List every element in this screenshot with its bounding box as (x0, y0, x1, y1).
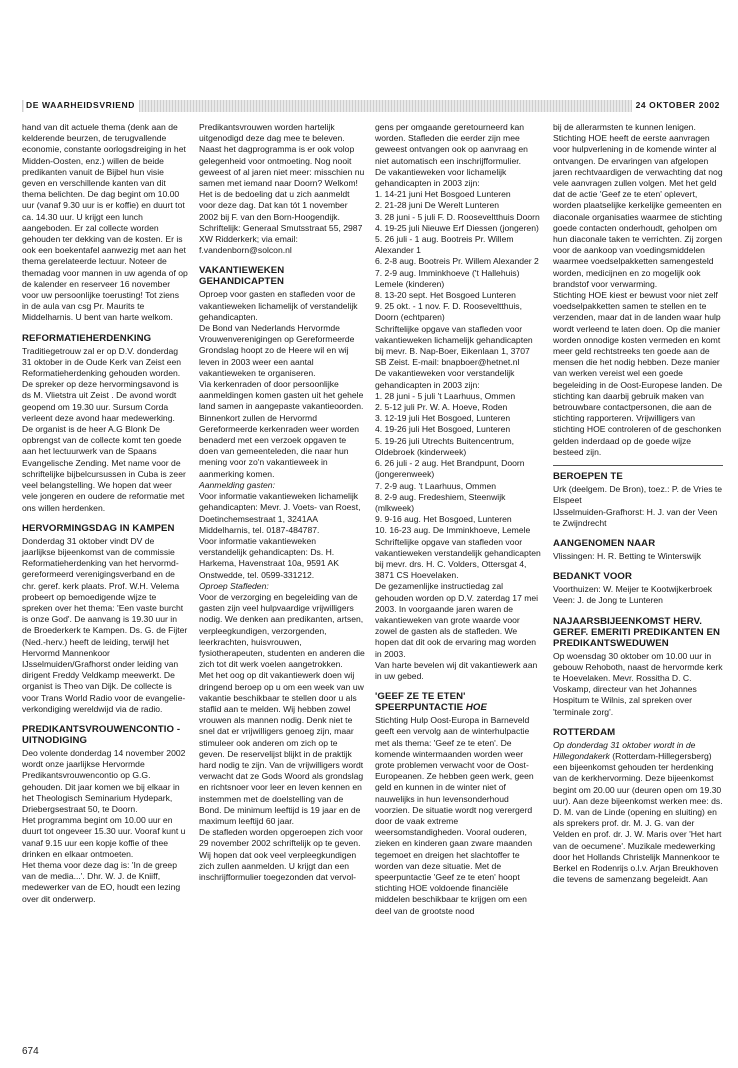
paragraph: Het thema voor deze dag is: 'In de greep van de media...'. Dhr. W. J. de Kniiff, medewerker van de EO, houdt een lezing over dit onderwerp. (22, 859, 181, 904)
paragraph-text: (Rotterdam-Hillegersberg) een bijeenkomst gehouden ter herdenking van de kerkhervorming. Deze bijeenkomst begint om 20.00 uur (deuren open om 19.30 uur). Aan deze bijeenkomst werken mee: ds. D. M. van de Linde (opening en sluiting) en als sprekers prof. dr. M. J. G. van der Velden en prof. dr. J. W. Maris over 'Het hart van de oecumene'. Muzikale medewerking door het Hollands Christelijk Mannenkoor te Berkel en Rodenrijs o.l.v. Arjan Breukhoven die tevens de samenzang begeleidt. Aan (553, 750, 723, 885)
column-2 (199, 122, 365, 883)
paragraph: Vlissingen: H. R. Betting te Winterswijk (553, 550, 702, 561)
list-item: 8. 2-9 aug. Fredeshiem, Steenwijk (mlkweek) (375, 491, 506, 513)
paragraph: Met het oog op dit vakantiewerk doen wij dringend beroep op u om een week van uw vakantie beschikbaar te stellen door u als staflid aan te melden. Wij hebben zowel vrouwen als mannen nodig. Denk niet te snel dat er vrijwilligers genoeg zijn, maar stimuleer ook anderen om zich op te geven. De reservelijst blijkt in de praktijk hard nodig te zijn. Van de vrijwilligers wordt verwacht dat ze Gods Woord als grondslag en richtsnoer voor leer en leven kennen en instemmen met de doelstelling van de Bond. De minimum leeftijd is 19 jaar en de maximum leeftijd 60 jaar. (199, 670, 364, 826)
paragraph: Stichting HOE heeft de eerste aanvragen voor hulpverlening in de komende winter al ontvangen. De ervaringen van afgelopen jaren rechtvaardigen de verwachting dat nog vele aanvragen zullen volgen. Met het geld dat de actie 'Geef ze te eten' oplevert, worden plaatselijke kerkelijke gemeenten en diaconale organisaties waarmee de stichting goede contacten onderhoudt, geholpen om hun diaconale taken te verrichten. Zij zorgen voor de aankoop van voedingsmiddelen waarmee voedselpakketten samengesteld worden, medicijnen en zo mogelijk ook brandstof voor verwarming. (553, 133, 723, 289)
list-item: 3. 12-19 juli Het Bosgoed, Lunteren (375, 413, 511, 424)
paragraph: Urk (deelgem. De Bron), toez.: P. de Vries te Elspeet (553, 484, 723, 506)
column-4 (553, 122, 723, 885)
column-3 (375, 122, 541, 917)
list-item: 6. 2-8 aug. Bootreis Pr. Willem Alexander 2 (375, 256, 539, 267)
publication-title: DE WAARHEIDSVRIEND (24, 99, 139, 112)
heading-hoe: HOE (465, 702, 487, 714)
paragraph: Op woensdag 30 oktober om 10.00 uur in gebouw Rehoboth, naast de hervormde kerk te Hoevelaken. Mevr. Rossitha D. C. Voskamp, directeur van het Johannes Hospitum te Wilnis, zal spreken over 'terminale zorg'. (553, 650, 723, 717)
heading-reformatieherdenking: REFORMATIEHERDENKING (22, 332, 152, 344)
subheading-aanmelding-gasten: Aanmelding gasten: (199, 479, 275, 490)
paragraph: Voor de verzorging en begeleiding van de gasten zijn veel hulpvaardige vrijwilligers nodig. We denken aan predikanten, artsen, verpleegkundigen, verzorgenden, leerkrachten, huisvrouwen, fysiotherapeuten, studenten en anderen die zich tot dit werk voelen aangetrokken. (199, 591, 365, 670)
paragraph: Voor informatie vakantieweken lichamelijk gehandicapten: Mevr. J. Voets- van Roest, Doetinchemsestraat 1, 3241AA Middelharnis, tel. 0187-484787. (199, 491, 361, 535)
paragraph: Donderdag 31 oktober vindt DV de jaarlijkse bijeenkomst van de commissie Reformatieherdenking van het hervormd-gereformeerd verenigingsverband en de chr. geref. kerk plaats. Prof. W.H. Velema probeert op bemoedigende wijze te spreken over het thema: 'Een vaste burcht is onze God'. De aanvang is 19.30 uur in de Broederkerk te Kampen. Ds. G. de Fijter (Ned.-herv.) heeft de leiding, terwijl het Hervormd Mannenkoor IJsselmuiden/Grafhorst onder leiding van dirigent Freddy Veldkamp meewerkt. De organist is Theo van Dijk. De collecte is voor Trans World Radio voor de evangelie-verkondiging wereldwijd via de radio. (22, 535, 188, 714)
list-item: 2. 21-28 juni De Werelt Lunteren (375, 200, 500, 211)
paragraph: Traditiegetrouw zal er op D.V. donderdag 31 oktober in de Oude Kerk van Zeist een Reformatieherdenking gehouden worden. De spreker op deze hervormingsavond is ds M. Vlietstra uit Zeist . De avond wordt geopend om 19.30 uur. Sursum Corda verleent deze avond haar medewerking. De organist is de heer A.G Blonk De opbrengst van de collecte komt ten goede aan het lectuurwerk van de Spaans Evangelische Zending. Met name voor de schriftelijke bijbelcursussen in Cuba is zeer veel belangstelling. We hopen dat weer vele jongeren en oudere de reformatie met ons willen herdenken. (22, 345, 186, 513)
paragraph: Voorthuizen: W. Meijer te Kootwijkerbroek (553, 584, 713, 595)
heading-beroepen-te: BEROEPEN TE (553, 471, 623, 483)
paragraph: Stichting Hulp Oost-Europa in Barneveld geeft een vervolg aan de winterhulpactie met als thema: 'Geef ze te eten'. De komende wintermaanden worden weer grote problemen verwacht voor de Oost-Europeanen. Ze hebben geen werk, geen geld en kunnen in de winter niet of nauwelijks in hun levensonderhoud voorzien. De situatie wordt nog verergerd door de vaak extreme weersomstandigheden. Vooral ouderen, zieken en kinderen gaan zware maanden tegemoet en dreigen het slachtoffer te worden van deze situatie. Met de speerpuntactie 'Geef ze te eten' hoopt stichting HOE voldoende financiële middelen beschikbaar te krijgen om een deel van de grootste nood (375, 715, 534, 916)
paragraph: Veen: J. de Jong te Lunteren (553, 595, 663, 606)
list-item: 1. 28 juni - 5 juli 't Laarhuus, Ommen (375, 390, 516, 401)
paragraph: gens per omgaande geretourneerd kan worden. Stafleden die eerder zijn mee geweest ontvangen ook op aanvraag en niet automatisch een inschrijfformulier. (375, 122, 528, 166)
italic-lead: Op donderdag 31 oktober wordt in de Hillegondakerk (553, 739, 696, 761)
heading-line-1: 'GEEF ZE TE ETEN' (375, 691, 466, 703)
paragraph: IJsselmuiden-Grafhorst: H. J. van der Veen te Zwijndrecht (553, 506, 718, 528)
heading-line-2: SPEERPUNTACTIE (375, 702, 464, 714)
list-item: 10. 16-23 aug. De Imminkhoeve, Lemele (375, 525, 531, 536)
list-item: 9. 9-16 aug. Het Bosgoed, Lunteren (375, 514, 512, 525)
paragraph: Van harte bevelen wij dit vakantiewerk aan in uw gebed. (375, 659, 538, 681)
heading-hervormingsdag-kampen: HERVORMINGSDAG IN KAMPEN (22, 522, 175, 534)
paragraph: Deo volente donderdag 14 november 2002 wordt onze jaarlijkse Hervormde Predikantsvrouwencontio op G.G. gehouden. Dit jaar komen we bij elkaar in het Theologisch Seminarium Hydepark, Driebergsestraat 50, te Doorn. (22, 747, 186, 814)
list-item: 7. 2-9 aug. 't Laarhuus, Ommen (375, 480, 497, 491)
heading-rotterdam: ROTTERDAM (553, 726, 616, 738)
paragraph: Het programma begint om 10.00 uur en duurt tot ongeveer 15.30 uur. Vooraf kunt u vanaf 9.15 uur een kopje koffie of thee drinken en elkaar ontmoeten. (22, 815, 186, 859)
list-item: 8. 13-20 sept. Het Bosgoed Lunteren (375, 290, 516, 301)
subheading-oproep-stafleden: Oproep Stafleden: (199, 580, 269, 591)
heading-najaarsbijeenkomst: NAJAARSBIJEENKOMST HERV. GEREF. EMERITI PREDIKANTEN EN PREDIKANTSWEDUWEN (553, 615, 721, 649)
list-item: 4. 19-26 juli Het Bosgoed, Lunteren (375, 424, 511, 435)
paragraph: De gezamenlijke instructiedag zal gehouden worden op D.V. zaterdag 17 mei 2003. In voorgaande jaren waren de vakantieweken van grote waarde voor zowel de gasten als de stafleden. We hopen dat dit ook de ervaring mag worden in 2003. (375, 581, 539, 659)
paragraph: Voor informatie vakantieweken verstandelijk gehandicapten: Ds. H. Harkema, Havenstraat 10a, 9591 AK Onstwedde, tel. 0599-331212. (199, 535, 339, 580)
list-item: 6. 26 juli - 2 aug. Het Brandpunt, Doorn (jongerenweek) (375, 458, 525, 480)
list-item: 5. 26 juli - 1 aug. Bootreis Pr. Willem Alexander 1 (375, 234, 514, 256)
paragraph: Predikantsvrouwen worden hartelijk uitgenodigd deze dag mee te beleven. Naast het dagprogramma is er ook volop gelegenheid voor ontmoeting. Nog nooit geweest of al jaren niet meer: misschien nu samen met iemand naar Doorn? Welkom! (199, 122, 365, 189)
paragraph: hand van dit actuele thema (denk aan de kelderende beurzen, de terugvallende economie, constante oorlogsdreiging in het Midden-Oosten, enz.) willen de beide predikanten vanuit de Bijbel hun visie geven en verschillende kanten van dit thema belichten. De dag begint om 10.00 uur (vanaf 9.30 uur is er koffie) en duurt tot ca. 14.30 uur. U krijgt een lunch aangeboden. Er zal collecte worden gehouden ter dekking van de kosten. Er is ook een boekentafel aanwezig met aan het thema gerelateerde lectuur. Noteer de themadag voor mannen in uw agenda of op de kalender en reserveer 16 november voor uw persoonlijke toerusting! Tot ziens in de aula van csg Pr. Maurits te Middelharnis. U bent van harte welkom. (22, 122, 188, 323)
paragraph: Schriftelijke opgave van stafleden voor vakantieweken lichamelijk gehandicapten bij mevr. B. Nap-Boer, Eikenlaan 1, 3707 SB Zeist. E-mail: bnapboer@hetnet.nl (375, 323, 533, 368)
heading-geef-ze-te-eten (375, 691, 541, 713)
page-number: 674 (22, 1046, 39, 1057)
paragraph: Het is de bedoeling dat u zich aanmeldt voor deze dag. Dat kan tót 1 november 2002 bij F. van den Born-Hoogendijk. (199, 189, 350, 222)
list-item: 9. 25 okt. - 1 nov. F. D. Rooseveltthuis, Doorn (echtparen) (375, 301, 522, 323)
heading-predikantsvrouwencontio: PREDIKANTSVROUWENCONTIO - UITNODIGING (22, 723, 181, 746)
heading-vakantieweken: VAKANTIEWEKEN GEHANDICAPTEN (199, 265, 285, 288)
paragraph: De vakantieweken voor lichamelijk gehandicapten in 2003 zijn: (375, 166, 507, 189)
list-item: 4. 19-25 juli Nieuwe Erf Diessen (jongeren) (375, 222, 539, 233)
divider (553, 465, 723, 466)
list-item: 3. 28 juni - 5 juli F. D. Rooseveltthuis Doorn (375, 211, 540, 222)
list-item: 7. 2-9 aug. Imminkhoeve ('t Hallehuis) Lemele (kinderen) (375, 267, 520, 289)
paragraph: Oproep voor gasten en stafleden voor de vakantieweken lichamelijk of verstandelijk gehandicapten. (199, 289, 358, 322)
list-item: 5. 19-26 juli Utrechts Buitencentrum, Oldebroek (kinderweek) (375, 435, 514, 457)
column-1 (22, 122, 188, 905)
heading-bedankt-voor: BEDANKT VOOR (553, 571, 633, 583)
heading-aangenomen-naar: AANGENOMEN NAAR (553, 537, 656, 549)
paragraph (553, 740, 723, 886)
paragraph: bij de allerarmsten te kunnen lenigen. (553, 122, 696, 132)
issue-date: 24 OKTOBER 2002 (632, 99, 722, 112)
paragraph: De Bond van Nederlands Hervormde Vrouwenverenigingen op Gereformeerde Grondslag hoopt zo de Heere wil en wij leven in 2003 weer een aantal vakantieweken te organiseren. (199, 323, 355, 378)
paragraph: De stafleden worden opgeroepen zich voor 29 november 2002 schriftelijk op te geven. Wij hopen dat ook veel verpleegkundigen zich zullen aanmelden. U krijgt dan een inschrijfformulier toegezonden dat vervol- (199, 827, 363, 882)
paragraph: Via kerkenraden of door persoonlijke aanmeldingen komen gasten uit het gehele land samen in aangepaste vakantieoorden. Binnenkort zullen de Hervormd Gereformeerde kerkenraden weer worden benaderd met een verzoek opgaven te doen van gemeenteleden, die naar hun mening voor zo'n vakantieweek in aanmerking komen. (199, 379, 364, 479)
list-item: 2. 5-12 juli Pr. W. A. Hoeve, Roden (375, 402, 508, 413)
masthead (22, 100, 722, 112)
paragraph: Schriftelijke opgave van stafleden voor vakantieweken verstandelijk gehandicapten bij mevr. drs. H. C. Volders, Ottersgat 4, 3871 CS Hoevelaken. (375, 536, 541, 581)
paragraph: De vakantieweken voor verstandelijk gehandicapten in 2003 zijn: (375, 368, 515, 390)
paragraph: Stichting HOE kiest er bewust voor niet zelf voedselpakketten samen te stellen en te verzenden, maar dat in de landen waar hulp wordt verleend te laten doen. Op die manier worden onnodige kosten vermeden en komt meer geld rechtstreeks ten goede aan de mensen die het nodig hebben. Deze manier van werken vereist wel een goede begeleiding in de Oost-Europese landen. De stichting kan daarbij gebruik maken van betrouwbare contactpersonen, die aan de stichting rapporteren. Vrijwilligers van stichting HOE controleren of de geschonken gelden inderdaad op de goede wijze besteed zijn. (553, 290, 723, 457)
list-item: 1. 14-21 juni Het Bosgoed Lunteren (375, 189, 511, 200)
paragraph: Schriftelijk: Generaal Smutsstraat 55, 2987 XW Ridderkerk; via email: f.vandenborn@solcon.nl (199, 222, 363, 256)
